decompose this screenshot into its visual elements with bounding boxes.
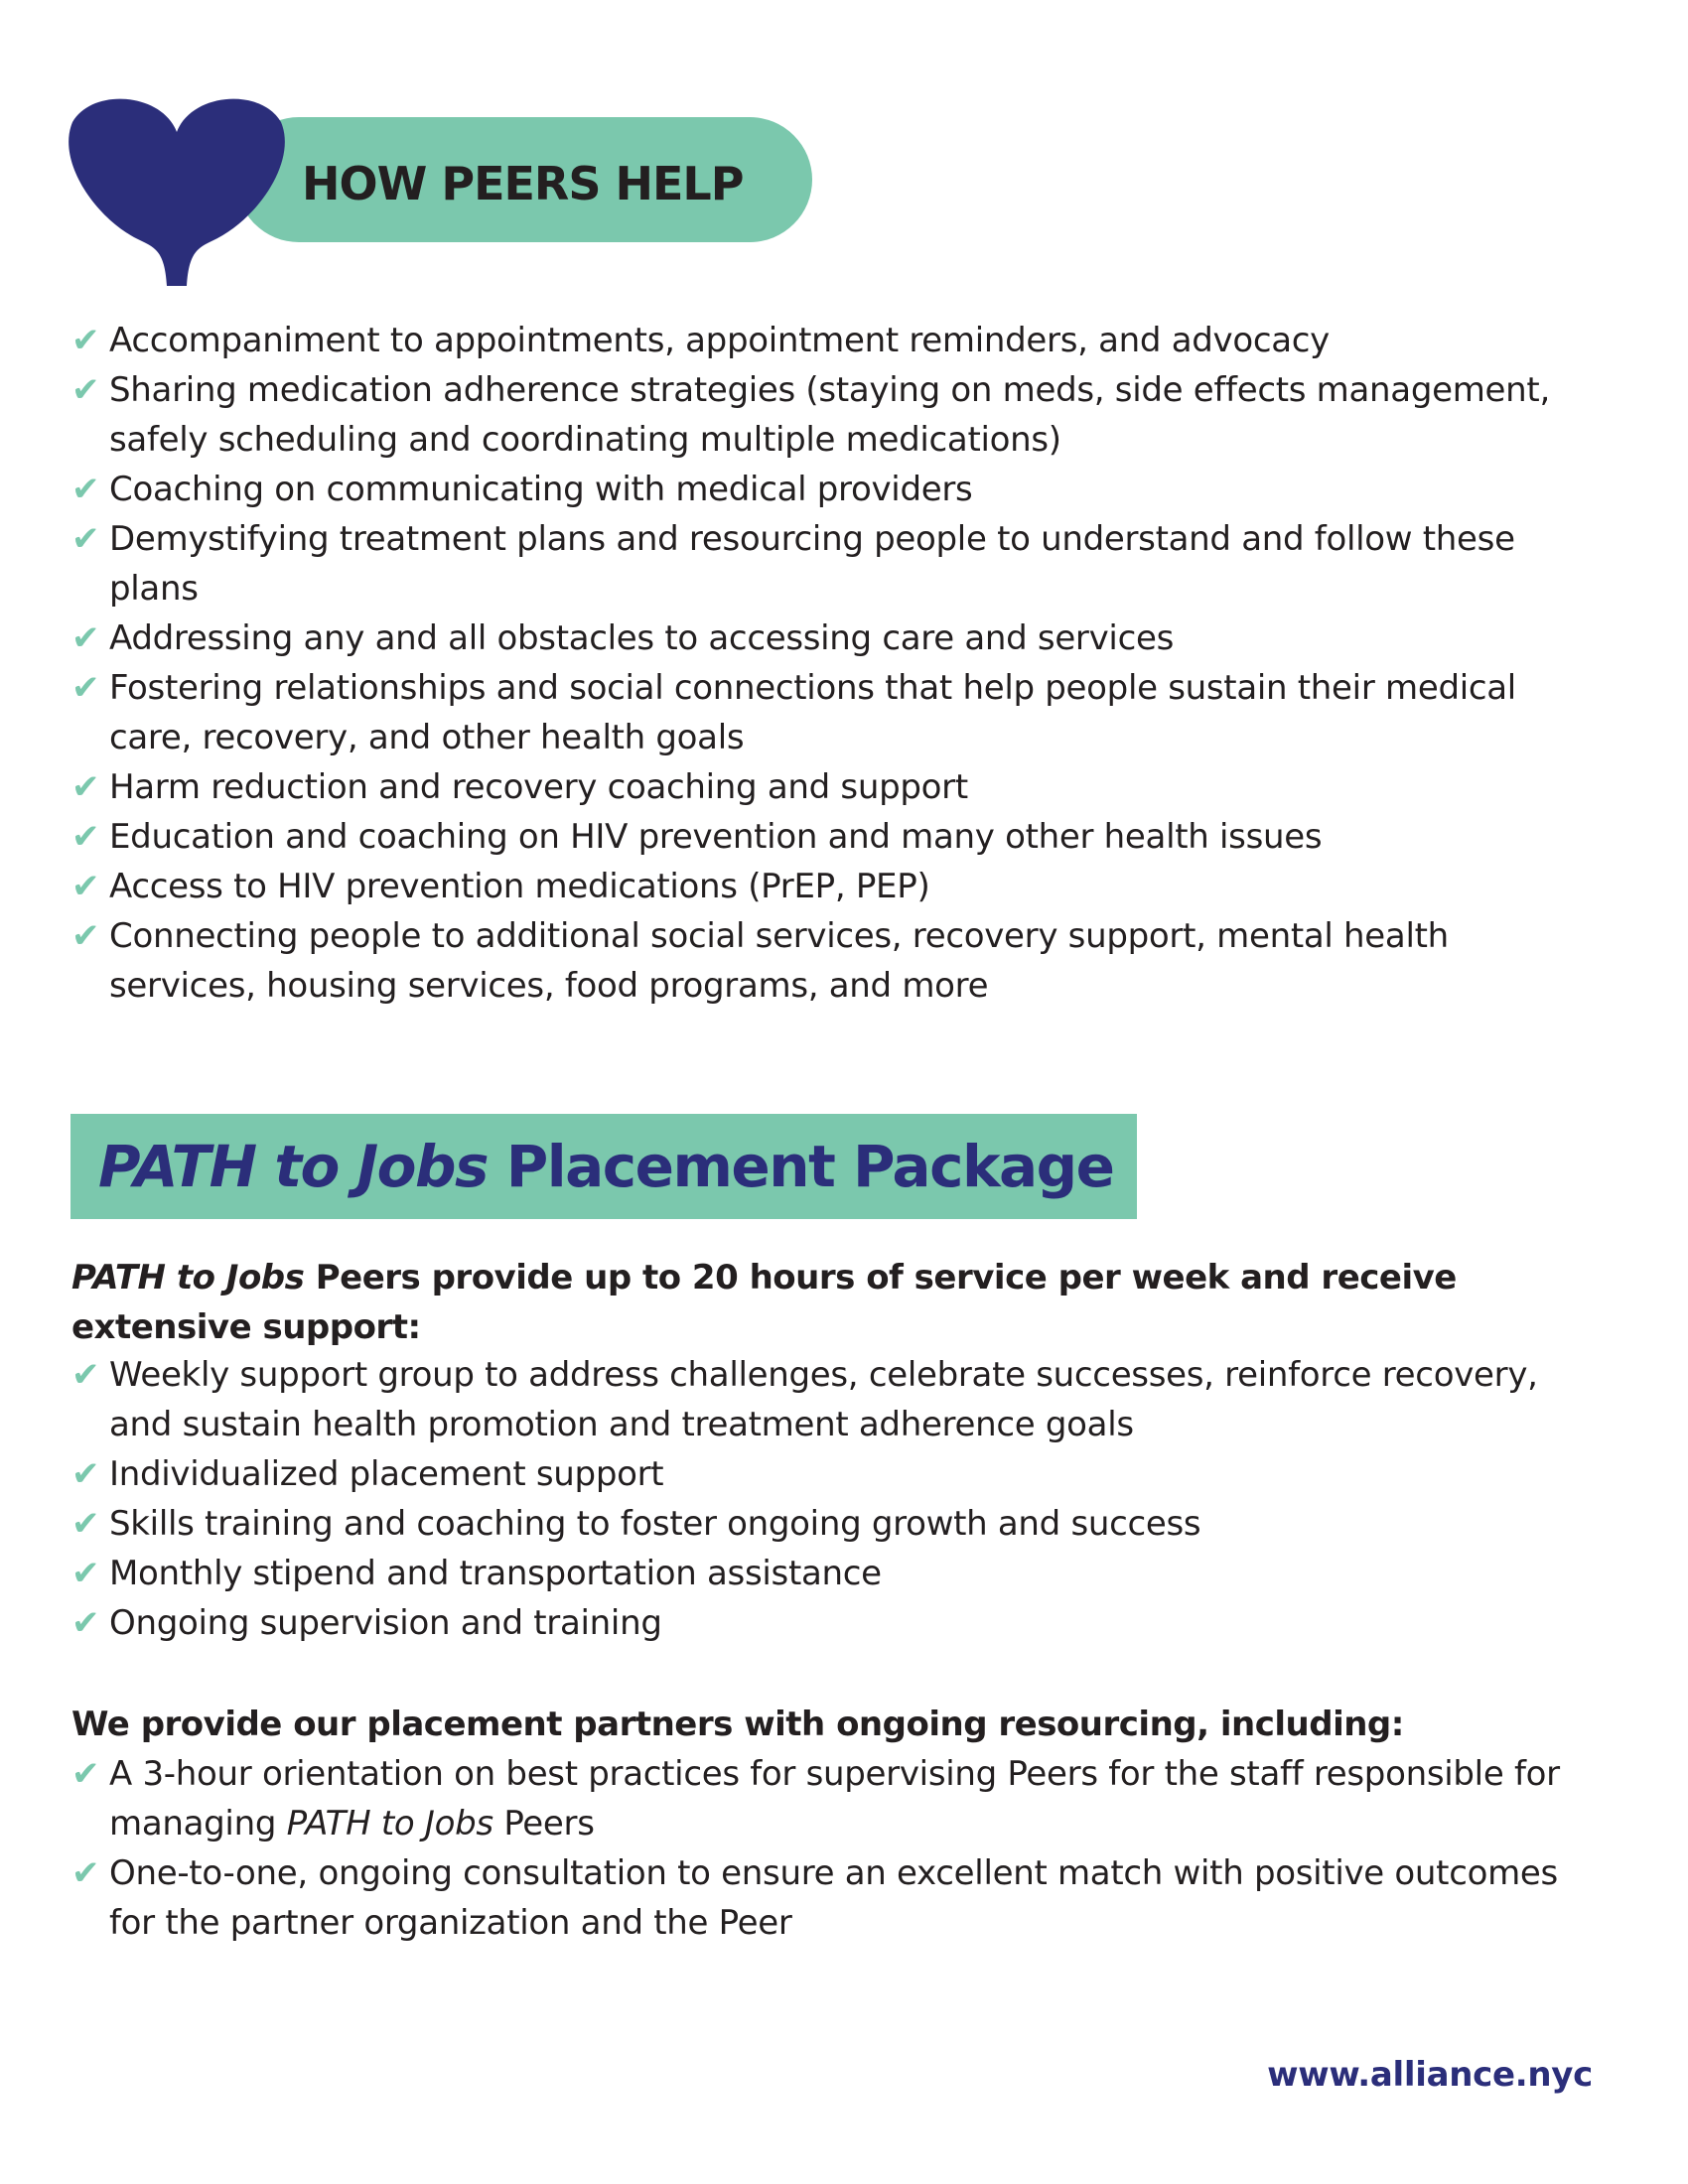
list-item bbox=[70, 514, 1579, 614]
list-item-text: Addressing any and all obstacles to accessing care and services bbox=[109, 618, 1175, 658]
list-item-text: Coaching on communicating with medical providers bbox=[109, 470, 973, 509]
section-title-how-peers-help: HOW PEERS HELP bbox=[302, 157, 744, 210]
placement-package-banner bbox=[70, 1114, 1137, 1219]
peer-support-list bbox=[70, 1350, 1579, 1648]
list-item-text: Ongoing supervision and training bbox=[109, 1603, 662, 1643]
list-item bbox=[70, 316, 1579, 365]
intro-rest: Peers provide up to 20 hours of service per week and receive extensive support: bbox=[71, 1258, 1457, 1347]
list-item bbox=[70, 1499, 1579, 1549]
checkmark-icon: ✔ bbox=[71, 767, 100, 807]
list-item bbox=[70, 812, 1579, 862]
checkmark-icon: ✔ bbox=[71, 1504, 100, 1544]
heart-icon bbox=[68, 87, 286, 286]
checkmark-icon: ✔ bbox=[71, 370, 100, 410]
list-item bbox=[70, 465, 1579, 514]
list-item-text: Connecting people to additional social services, recovery support, mental health services, housing services, food programs, and more bbox=[109, 916, 1449, 1006]
list-item bbox=[70, 862, 1579, 911]
checkmark-icon: ✔ bbox=[71, 1454, 100, 1494]
intro-italic: PATH to Jobs bbox=[71, 1258, 305, 1297]
banner-title-italic: PATH to Jobs bbox=[98, 1133, 489, 1200]
list-item bbox=[70, 911, 1579, 1011]
list-item bbox=[70, 1350, 1579, 1449]
list-item-text: Access to HIV prevention medications (PrEP, PEP) bbox=[109, 867, 930, 906]
list-item-text: Demystifying treatment plans and resourcing people to understand and follow these plans bbox=[109, 519, 1515, 609]
list-item-text: Fostering relationships and social connections that help people sustain their medical care, recovery, and other health goals bbox=[109, 668, 1516, 757]
how-peers-help-header bbox=[68, 87, 822, 286]
checkmark-icon: ✔ bbox=[71, 668, 100, 708]
checkmark-icon: ✔ bbox=[71, 618, 100, 658]
list-item-text-before: A 3-hour orientation on best practices for supervising Peers for the staff responsible for managing bbox=[109, 1754, 1560, 1843]
checkmark-icon: ✔ bbox=[71, 817, 100, 857]
list-item-text: Individualized placement support bbox=[109, 1454, 664, 1494]
list-item-text: Education and coaching on HIV prevention and many other health issues bbox=[109, 817, 1323, 857]
partner-resourcing-list bbox=[70, 1749, 1579, 1948]
list-item-text: Weekly support group to address challenges, celebrate successes, reinforce recovery, and sustain health promotion and treatment adherence goals bbox=[109, 1355, 1538, 1444]
list-item bbox=[70, 1549, 1579, 1598]
list-item bbox=[70, 762, 1579, 812]
list-item-text: Harm reduction and recovery coaching and support bbox=[109, 767, 968, 807]
website-link[interactable]: www.alliance.nyc bbox=[1267, 2055, 1593, 2095]
partners-heading: We provide our placement partners with ongoing resourcing, including: bbox=[71, 1705, 1404, 1744]
list-item-text: Monthly stipend and transportation assistance bbox=[109, 1554, 882, 1593]
section-title-placement-package bbox=[98, 1132, 1114, 1201]
list-item bbox=[70, 614, 1579, 663]
checkmark-icon: ✔ bbox=[71, 1355, 100, 1395]
list-item bbox=[70, 1848, 1579, 1948]
checkmark-icon: ✔ bbox=[71, 867, 100, 906]
checkmark-icon: ✔ bbox=[71, 470, 100, 509]
list-item bbox=[70, 1449, 1579, 1499]
list-item-text-italic: PATH to Jobs bbox=[286, 1804, 493, 1843]
how-peers-help-list bbox=[70, 316, 1579, 1011]
checkmark-icon: ✔ bbox=[71, 1554, 100, 1593]
list-item-text: Sharing medication adherence strategies (staying on meds, side effects management, safely scheduling and coordinating multiple medications) bbox=[109, 370, 1550, 460]
list-item bbox=[70, 1749, 1579, 1848]
list-item-text-after: Peers bbox=[492, 1804, 595, 1843]
list-item bbox=[70, 663, 1579, 762]
list-item-text: One-to-one, ongoing consultation to ensure an excellent match with positive outcomes for the partner organization and the Peer bbox=[109, 1853, 1558, 1943]
checkmark-icon: ✔ bbox=[71, 1603, 100, 1643]
placement-intro bbox=[71, 1253, 1591, 1352]
checkmark-icon: ✔ bbox=[71, 321, 100, 360]
checkmark-icon: ✔ bbox=[71, 916, 100, 956]
checkmark-icon: ✔ bbox=[71, 519, 100, 559]
banner-title-rest: Placement Package bbox=[488, 1133, 1114, 1200]
list-item bbox=[70, 1598, 1579, 1648]
checkmark-icon: ✔ bbox=[71, 1853, 100, 1893]
checkmark-icon: ✔ bbox=[71, 1754, 100, 1794]
list-item bbox=[70, 365, 1579, 465]
list-item-text: Skills training and coaching to foster ongoing growth and success bbox=[109, 1504, 1201, 1544]
list-item-text: Accompaniment to appointments, appointment reminders, and advocacy bbox=[109, 321, 1331, 360]
